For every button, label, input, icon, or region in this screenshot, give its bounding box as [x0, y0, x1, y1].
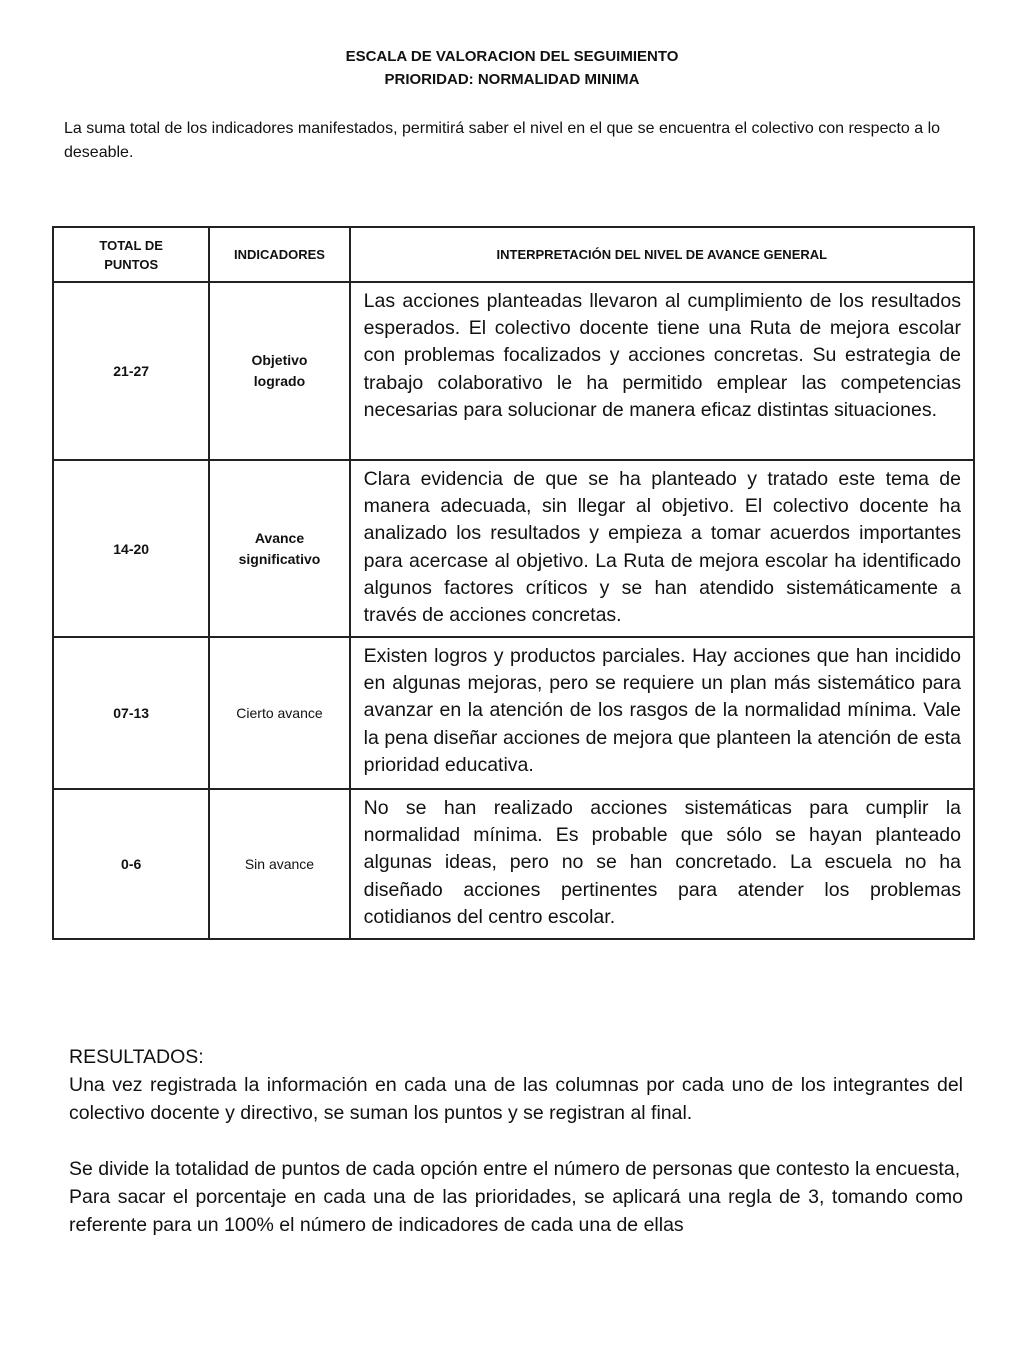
indicator-cell: Sin avance: [209, 789, 349, 939]
title-line-2: PRIORIDAD: NORMALIDAD MINIMA: [384, 71, 640, 88]
results-paragraph-3: Para sacar el porcentaje en cada una de las prioridades, se aplicará una regla de 3, tomando como referente para un 100% el número de indicadores de cada una de ellas: [69, 1186, 963, 1236]
indicator-cell: Objetivo logrado: [209, 282, 349, 460]
document-title: [0, 45, 1024, 91]
interpretation-cell: Clara evidencia de que se ha planteado y tratado este tema de manera adecuada, sin llegar al objetivo. El colectivo docente ha analizado los resultados y empieza a tomar acuerdos importantes para acercase al objetivo. La Ruta de mejora escolar ha identificado algunos factores críticos y se han atendido sistemáticamente a través de acciones concretas.: [350, 460, 974, 637]
table-header-row: [53, 227, 974, 282]
header-interpretation: INTERPRETACIÓN DEL NIVEL DE AVANCE GENERAL: [350, 227, 974, 282]
paragraph-spacer: [69, 1127, 963, 1155]
table-row: [53, 789, 974, 939]
interpretation-cell: No se han realizado acciones sistemáticas para cumplir la normalidad mínima. Es probable que sólo se hayan planteado algunas ideas, pero no se han concretado. La escuela no ha diseñado acciones pertinentes para atender los problemas cotidianos del centro escolar.: [350, 789, 974, 939]
results-section: [69, 1043, 963, 1239]
header-total-points: TOTAL DE PUNTOS: [53, 227, 209, 282]
indicator-cell: Cierto avance: [209, 637, 349, 789]
table-row: [53, 282, 974, 460]
table-row: [53, 637, 974, 789]
title-line-1: ESCALA DE VALORACION DEL SEGUIMIENTO: [345, 48, 679, 65]
results-paragraph-1: Una vez registrada la información en cada una de las columnas por cada uno de los integrantes del colectivo docente y directivo, se suman los puntos y se registran al final.: [69, 1074, 963, 1124]
table-row: [53, 460, 974, 637]
points-cell: 0-6: [53, 789, 209, 939]
indicator-cell: Avance significativo: [209, 460, 349, 637]
points-cell: 07-13: [53, 637, 209, 789]
evaluation-scale-table: [52, 226, 975, 940]
interpretation-cell: Existen logros y productos parciales. Hay acciones que han incidido en algunas mejoras, pero se requiere un plan más sistemático para avanzar en la atención de los rasgos de la normalidad mínima. Vale la pena diseñar acciones de mejora que planteen la atención de esta prioridad educativa.: [350, 637, 974, 789]
header-indicators: INDICADORES: [209, 227, 349, 282]
interpretation-cell: Las acciones planteadas llevaron al cumplimiento de los resultados esperados. El colectivo docente tiene una Ruta de mejora escolar con problemas focalizados y acciones concretas. Su estrategia de trabajo colaborativo le ha permitido emplear las competencias necesarias para solucionar de manera eficaz distintas situaciones.: [350, 282, 974, 460]
points-cell: 14-20: [53, 460, 209, 637]
points-cell: 21-27: [53, 282, 209, 460]
intro-paragraph: La suma total de los indicadores manifestados, permitirá saber el nivel en el que se encuentra el colectivo con respecto a lo deseable.: [64, 120, 941, 161]
results-heading: RESULTADOS:: [69, 1046, 204, 1068]
results-paragraph-2: Se divide la totalidad de puntos de cada opción entre el número de personas que contesto la encuesta,: [69, 1158, 961, 1180]
